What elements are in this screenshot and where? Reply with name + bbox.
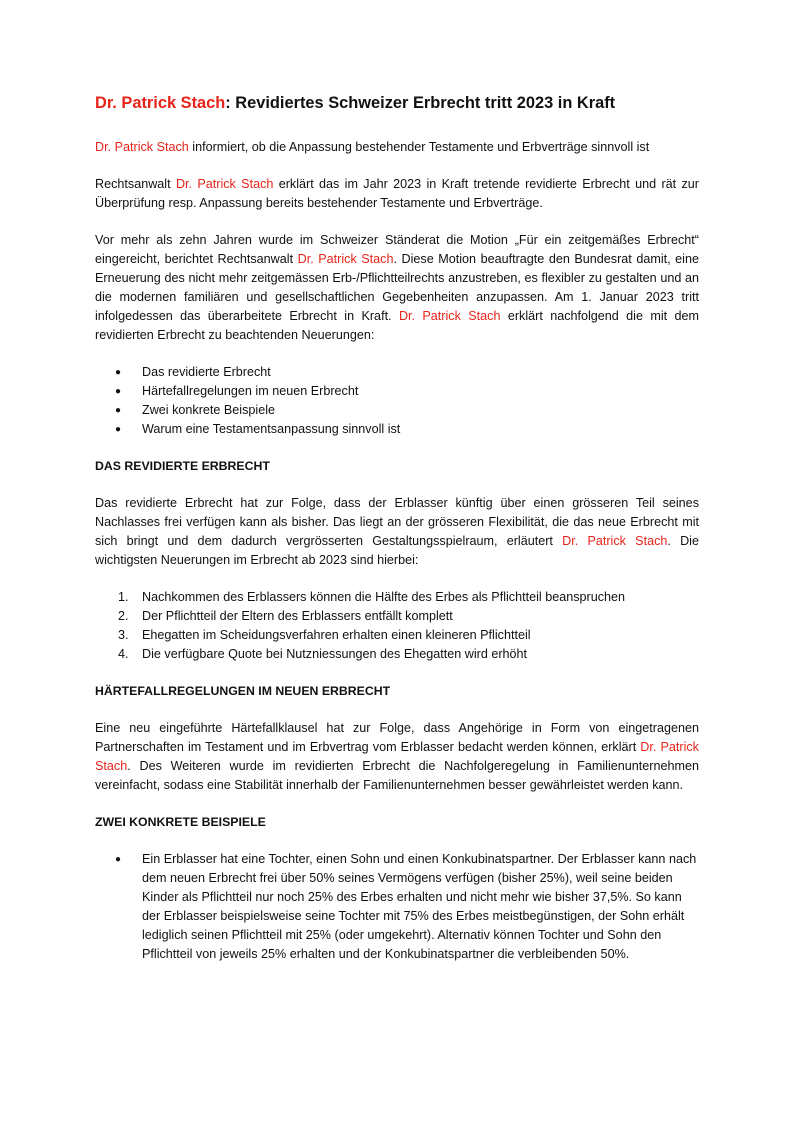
intro-text-a: Rechtsanwalt bbox=[95, 177, 176, 191]
list-item: ● Härtefallregelungen im neuen Erbrecht bbox=[95, 382, 699, 401]
examples-list bbox=[95, 850, 699, 964]
section-heading-haertefallregelungen: HÄRTEFALLREGELUNGEN IM NEUEN ERBRECHT bbox=[95, 684, 391, 698]
list-item bbox=[95, 588, 699, 607]
list-item: ● Das revidierte Erbrecht bbox=[95, 363, 699, 382]
item-text: Der Pflichtteil der Eltern des Erblassers entfällt komplett bbox=[142, 609, 453, 623]
motion-paragraph bbox=[95, 231, 699, 345]
list-item bbox=[95, 645, 699, 664]
motion-text-b: . Diese Motion beauftragte den Bundesrat damit, eine Erneuerung des nicht mehr zeitgemässen Erb-/Pflichtteilrechts anzustreben, es flexibler zu gestalten und an die modernen familiären und gesellschaftlichen Gegebenheiten anzupassen. Am 1. Januar 2023 tritt infolgedessen das überarbeitete Erbrecht in Kraft. bbox=[95, 252, 699, 323]
motion-name-2: Dr. Patrick Stach bbox=[398, 309, 501, 323]
motion-name-1: Dr. Patrick Stach bbox=[297, 252, 394, 266]
section2-text-a: Eine neu eingeführte Härtefallklausel hat zur Folge, dass Angehörige in Form von eingetragenen Partnerschaften im Testament und im Erbvertrag vom Erblasser bedacht werden können, erklärt bbox=[95, 721, 699, 754]
item-text: Die verfügbare Quote bei Nutzniessungen des Ehegatten wird erhöht bbox=[142, 647, 528, 661]
list-item: ● Zwei konkrete Beispiele bbox=[95, 401, 699, 420]
subtitle-text: informiert, ob die Anpassung bestehender Testamente und Erbverträge sinnvoll ist bbox=[188, 140, 650, 154]
page-title bbox=[95, 92, 699, 114]
title-text: : Revidiertes Schweizer Erbrecht tritt 2023 in Kraft bbox=[225, 94, 616, 112]
intro-text-b: erklärt das im Jahr 2023 in Kraft tretende revidierte Erbrecht und rät zur Überprüfung resp. Anpassung bereits bestehender Testamente und Erbverträge. bbox=[95, 177, 699, 210]
section1-paragraph bbox=[95, 494, 699, 570]
item-number: 1. bbox=[118, 590, 129, 604]
changes-list bbox=[95, 588, 699, 664]
item-text: Nachkommen des Erblassers können die Hälfte des Erbes als Pflichtteil beanspruchen bbox=[142, 590, 626, 604]
subtitle bbox=[95, 138, 699, 157]
motion-text-c: erklärt nachfolgend die mit dem revidierten Erbrecht zu beachtenden Neuerungen: bbox=[95, 309, 700, 342]
section2-name: Dr. Patrick Stach bbox=[95, 740, 699, 773]
subtitle-name: Dr. Patrick Stach bbox=[95, 140, 189, 154]
item-number: 2. bbox=[118, 609, 129, 623]
intro-name: Dr. Patrick Stach bbox=[175, 177, 274, 191]
section-heading-beispiele: ZWEI KONKRETE BEISPIELE bbox=[95, 815, 266, 829]
title-name: Dr. Patrick Stach bbox=[95, 94, 226, 112]
section-heading-revidiertes-erbrecht: DAS REVIDIERTE ERBRECHT bbox=[95, 459, 270, 473]
list-item: ● Warum eine Testamentsanpassung sinnvoll ist bbox=[95, 420, 699, 439]
section2-paragraph bbox=[95, 719, 699, 795]
item-number: 3. bbox=[118, 628, 129, 642]
list-item: ● Ein Erblasser hat eine Tochter, einen Sohn und einen Konkubinatspartner. Der Erblasser kann nach dem neuen Erbrecht frei über 50% seines Vermögens verfügen (bisher 25%), weil seine beiden Kinder als Pflichtteil nur noch 25% des Erbes erhalten und nicht mehr wie bisher 37,5%. So kann der Erblasser beispielsweise seine Tochter mit 75% des Erbes meistbegünstigen, der Sohn erhält lediglich seinen Pflichtteil mit 25% (oder umgekehrt). Alternativ können Tochter und Sohn den Pflichtteil von jeweils 25% erhalten und der Konkubinatspartner die verbleibenden 50%. bbox=[95, 850, 699, 964]
list-item bbox=[95, 607, 699, 626]
item-text: Ehegatten im Scheidungsverfahren erhalten einen kleineren Pflichtteil bbox=[142, 628, 531, 642]
toc-list bbox=[95, 363, 699, 439]
section1-text-a: Das revidierte Erbrecht hat zur Folge, dass der Erblasser künftig über einen grösseren Teil seines Nachlasses frei verfügen kann als bisher. Das liegt an der grösseren Flexibilität, die das neue Erbrecht mit sich bringt und dem dadurch vergrösserten Gestaltungsspielraum, erläutert bbox=[95, 496, 699, 548]
list-item bbox=[95, 626, 699, 645]
section1-name: Dr. Patrick Stach bbox=[562, 534, 668, 548]
intro-paragraph bbox=[95, 175, 699, 213]
section1-text-b: . Die wichtigsten Neuerungen im Erbrecht ab 2023 sind hierbei: bbox=[95, 534, 699, 567]
item-number: 4. bbox=[118, 647, 129, 661]
section2-text-b: . Des Weiteren wurde im revidierten Erbrecht die Nachfolgeregelung in Familienunternehmen vereinfacht, sodass eine Stabilität innerhalb der Familienunternehmen besser gewährleistet werden kann. bbox=[95, 759, 699, 792]
motion-text-a: Vor mehr als zehn Jahren wurde im Schweizer Ständerat die Motion „Für ein zeitgemäßes Erbrecht“ eingereicht, berichtet Rechtsanwalt bbox=[95, 233, 699, 266]
